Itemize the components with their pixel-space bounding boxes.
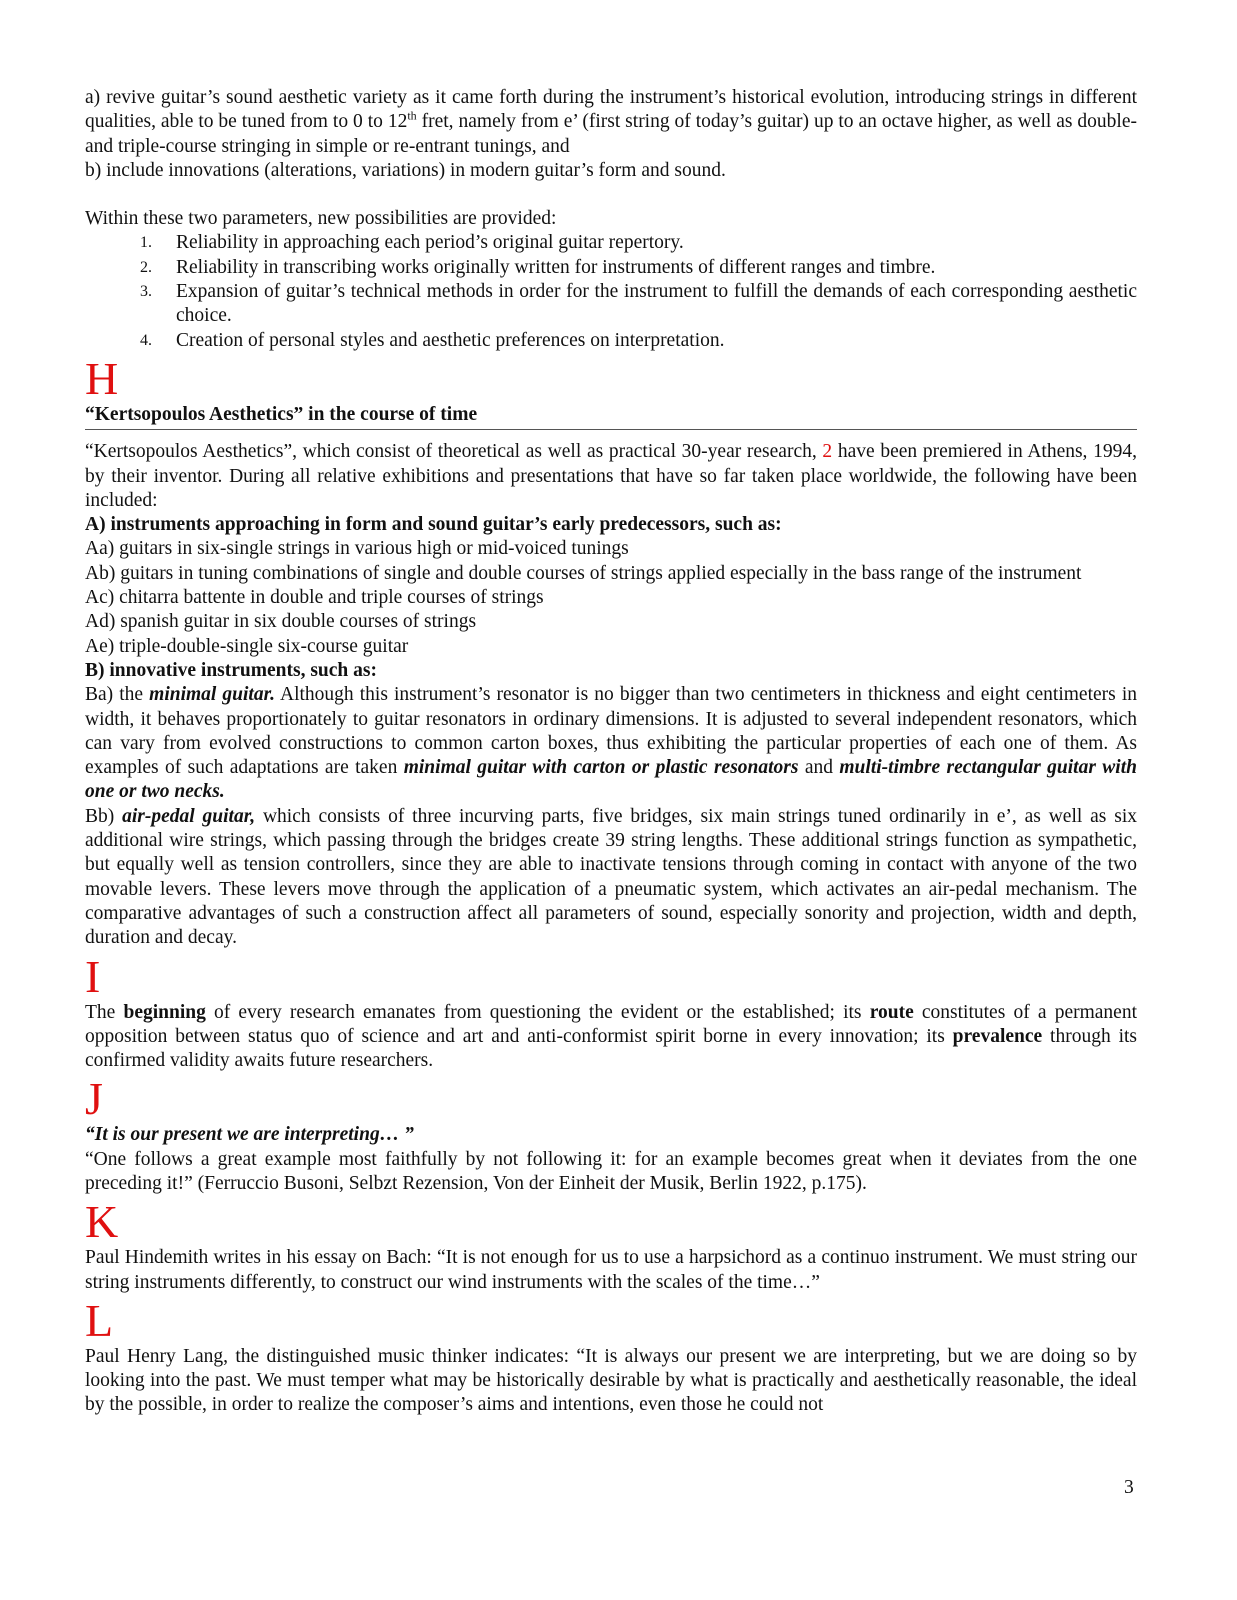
title-rule	[85, 429, 1137, 430]
item-bb	[85, 805, 1137, 951]
superscript-th: th	[407, 108, 417, 123]
list-number: 3.	[140, 283, 152, 301]
intro-paragraph-a	[85, 86, 1137, 159]
section-i-text: constitutes of a permanent opposition between status quo of science and art and anti-conformist spirit borne in every innovation; its	[85, 1001, 1137, 1047]
list-item-aa: Aa) guitars in six-single strings in various high or mid-voiced tunings	[85, 538, 629, 560]
group-a-heading: A) instruments approaching in form and sound guitar’s early predecessors, such as:	[85, 514, 782, 536]
item-ba	[85, 683, 1137, 804]
list-item	[85, 256, 1137, 280]
section-k-paragraph: Paul Hindemith writes in his essay on Bach: “It is not enough for us to use a harpsichord as a continuo instrument. We must string our string instruments differently, to construct our wind instruments with the scales of the time…”	[85, 1247, 1137, 1293]
section-i-text: through its confirmed validity awaits future researchers.	[85, 1025, 1137, 1072]
item-bb-prefix: Bb)	[85, 805, 123, 827]
section-j-quote-title	[85, 1123, 1137, 1147]
section-i-text: of every research emanates from questioning the evident or the established; its	[205, 1001, 870, 1023]
section-i-paragraph	[85, 1001, 1137, 1074]
section-letter-i: I	[85, 950, 101, 1002]
list-item-ad: Ad) spanish guitar in six double courses of strings	[85, 611, 477, 633]
list-text: Reliability in approaching each period’s original guitar repertory.	[176, 232, 684, 254]
group-b-heading: B) innovative instruments, such as:	[85, 659, 377, 681]
intro-within: Within these two parameters, new possibilities are provided:	[85, 208, 557, 230]
item-bb-text: which consists of three incurving parts, five bridges, six main strings tuned ordinarily in e’, as well as six additional wire strings, which passing through the bridges create 39 string lengths. These additional strings function as sympathetic, but equally well as tension controllers, since they are able to inactivate tensions through coming in contact with anyone of the two movable levers. These levers move through the application of a pneumatic system, which activates an air-pedal mechanism. The comparative advantages of such a construction affect all parameters of sound, especially sonority and projection, width and depth, duration and decay.	[85, 805, 1137, 949]
bold-prevalence: prevalence	[952, 1025, 1043, 1047]
document-page	[85, 86, 1137, 1418]
emphasis-carton-resonators: minimal guitar with carton or plastic resonators	[403, 757, 799, 779]
list-text: Expansion of guitar’s technical methods in order for the instrument to fulfill the demands of each corresponding aesthetic choice.	[176, 281, 1137, 327]
bold-route: route	[869, 1001, 914, 1023]
minimal-guitar-term: minimal guitar.	[149, 684, 275, 706]
footnote-reference[interactable]: 2	[822, 441, 833, 463]
section-i-text: The	[85, 1001, 124, 1023]
list-item-ae: Ae) triple-double-single six-course guitar	[85, 635, 409, 657]
section-h-text-cont: have been premiered in Athens, 1994, by their inventor. During all relative exhibitions and presentations that have so far taken place worldwide, the following have been included:	[85, 441, 1137, 511]
list-item-ab: Ab) guitars in tuning combinations of single and double courses of strings applied especially in the bass range of the instrument	[85, 562, 1082, 584]
spacer	[85, 183, 1137, 207]
section-letter-l: L	[85, 1294, 114, 1346]
air-pedal-guitar-term: air-pedal guitar,	[122, 805, 256, 827]
list-item	[85, 280, 1137, 329]
item-ba-text: Although this instrument’s resonator is no bigger than two centimeters in thickness and eight centimeters in width, it behaves proportionately to guitar resonators in ordinary dimensions. It is adjusted to several independent resonators, which can vary from evolved constructions to common carton boxes, thus exhibiting the particular properties of each one of them. As examples of such adaptations are taken	[85, 684, 1137, 779]
list-text: Creation of personal styles and aesthetic preferences on interpretation.	[176, 329, 725, 351]
item-ba-prefix: Ba) the	[85, 684, 150, 706]
bold-beginning: beginning	[123, 1001, 206, 1023]
section-h-text: “Kertsopoulos Aesthetics”, which consist of theoretical as well as practical 30-year research,	[85, 441, 823, 463]
section-letter-k: K	[85, 1196, 119, 1248]
section-title: “Kertsopoulos Aesthetics” in the course of time	[85, 403, 478, 425]
list-item-ac: Ac) chitarra battente in double and triple courses of strings	[85, 587, 544, 609]
conjunction: and	[798, 757, 840, 779]
section-letter-h: H	[85, 352, 119, 404]
list-number: 2.	[140, 258, 152, 276]
possibilities-list	[85, 231, 1137, 352]
section-letter-j: J	[85, 1073, 103, 1125]
section-l-paragraph: Paul Henry Lang, the distinguished music thinker indicates: “It is always our present we are interpreting, but we are doing so by looking into the past. We must temper what may be historically desirable by what is practically and aesthetically reasonable, the ideal by the possible, in order to realize the composer’s aims and intentions, even those he could not	[85, 1345, 1137, 1416]
list-text: Reliability in transcribing works originally written for instruments of different ranges and timbre.	[176, 256, 936, 278]
intro-paragraph-b: b) include innovations (alterations, variations) in modern guitar’s form and sound.	[85, 159, 726, 181]
page-number: 3	[1124, 1477, 1134, 1498]
section-j-paragraph: “One follows a great example most faithfully by not following it: for an example becomes great when it deviates from the one preceding it!” (Ferruccio Busoni, Selbzt Rezension, Von der Einheit der Musik, Berlin 1922, p.175).	[85, 1148, 1137, 1194]
list-number: 4.	[140, 331, 152, 349]
list-item	[85, 231, 1137, 255]
quote-title: “It is our present we are interpreting… ”	[85, 1124, 414, 1146]
list-number: 1.	[140, 234, 152, 252]
section-h-intro	[85, 440, 1137, 513]
emphasis-multi-timbre: multi-timbre rectangular guitar with one or two necks.	[85, 757, 1137, 803]
intro-a-text-cont: fret, namely from e’ (first string of today’s guitar) up to an octave higher, as well as double- and triple-course stringing in simple or re-entrant tunings, and	[85, 111, 1137, 157]
intro-a-text: a) revive guitar’s sound aesthetic variety as it came forth during the instrument’s historical evolution, introducing strings in different qualities, able to be tuned from to 0 to 12	[85, 87, 1137, 133]
list-item	[85, 329, 1137, 353]
